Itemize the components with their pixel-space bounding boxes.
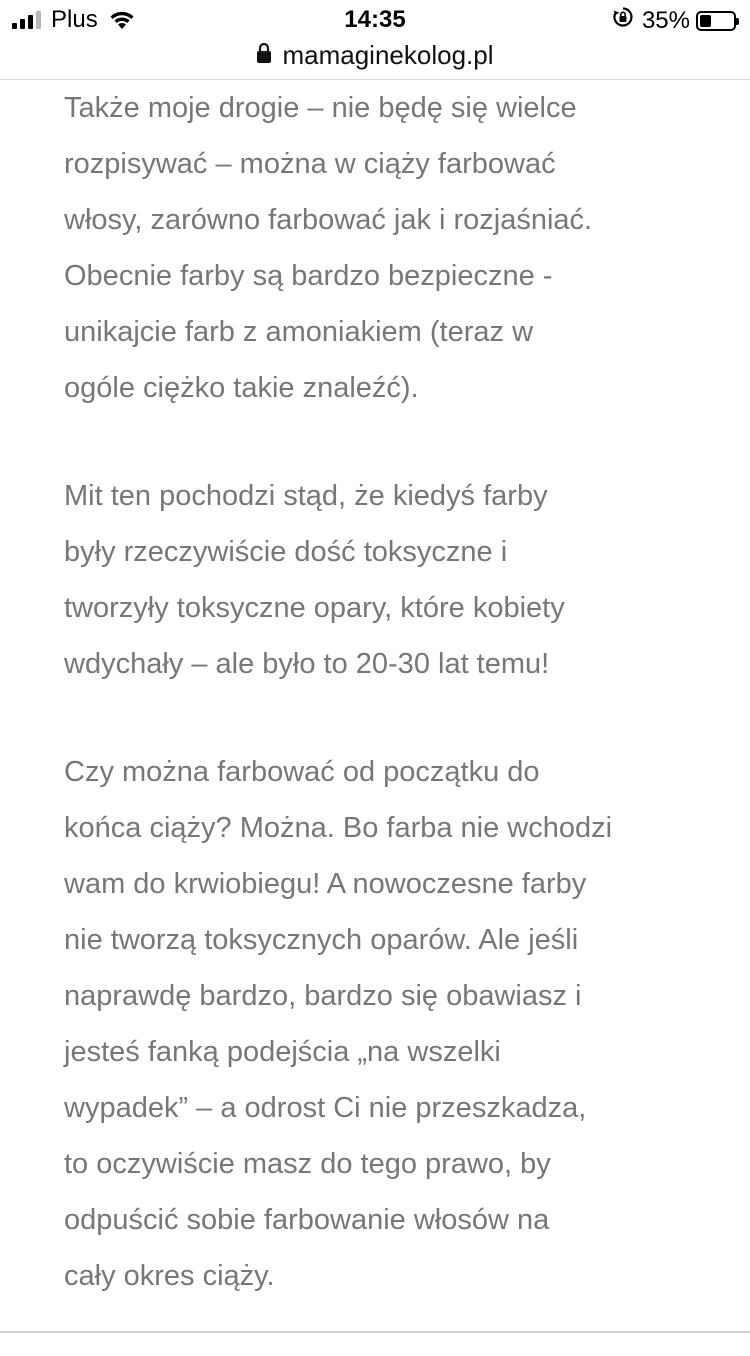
- text-line: naprawdę bardzo, bardzo się obawiasz i: [64, 980, 582, 1012]
- battery-fill: [700, 15, 711, 27]
- lock-icon: [256, 42, 272, 69]
- battery-percent: 35%: [641, 6, 690, 34]
- bottom-divider: [0, 1331, 750, 1333]
- text-line: końca ciąży? Można. Bo farba nie wchodzi: [64, 812, 613, 844]
- text-line: Obecnie farby są bardzo bezpieczne -: [64, 260, 553, 292]
- text-line: Czy można farbować od początku do: [64, 756, 540, 788]
- carrier-name: Plus: [51, 6, 98, 33]
- text-line: ogóle ciężko takie znaleźć).: [64, 372, 419, 404]
- text-line: wypadek” – a odrost Ci nie przeszkadza,: [64, 1092, 587, 1124]
- battery-icon: [696, 11, 736, 31]
- url-text[interactable]: mamaginekolog.pl: [282, 40, 494, 70]
- text-line: włosy, zarówno farbować jak i rozjaśniać.: [64, 204, 593, 236]
- text-line: jesteś fanką podejścia „na wszelki: [64, 1036, 501, 1068]
- orientation-lock-icon: [612, 6, 634, 35]
- text-line: to oczywiście masz do tego prawo, by: [64, 1148, 551, 1180]
- status-right: [612, 6, 736, 35]
- text-line: Także moje drogie – nie będę się wielce: [64, 92, 577, 124]
- address-bar-content: [256, 40, 493, 71]
- text-line: były rzeczywiście dość toksyczne i: [64, 536, 508, 568]
- status-bar: [0, 0, 750, 40]
- article-paragraph: [64, 468, 704, 692]
- text-line: tworzyły toksyczne opary, które kobiety: [64, 592, 565, 624]
- text-line: rozpisywać – można w ciąży farbować: [64, 148, 556, 180]
- text-line: odpuścić sobie farbowanie włosów na: [64, 1204, 550, 1236]
- article-content: [64, 80, 704, 1356]
- text-line: wam do krwiobiegu! A nowoczesne farby: [64, 868, 587, 900]
- article-paragraph: [64, 80, 704, 416]
- text-line: nie tworzą toksycznych oparów. Ale jeśli: [64, 924, 579, 956]
- text-line: Mit ten pochodzi stąd, że kiedyś farby: [64, 480, 548, 512]
- article-paragraph: [64, 744, 704, 1304]
- text-line: cały okres ciąży.: [64, 1260, 275, 1292]
- text-line: unikajcie farb z amoniakiem (teraz w: [64, 316, 534, 348]
- address-bar[interactable]: [0, 38, 750, 80]
- status-time: 14:35: [344, 6, 406, 33]
- text-line: wdychały – ale było to 20-30 lat temu!: [64, 648, 550, 680]
